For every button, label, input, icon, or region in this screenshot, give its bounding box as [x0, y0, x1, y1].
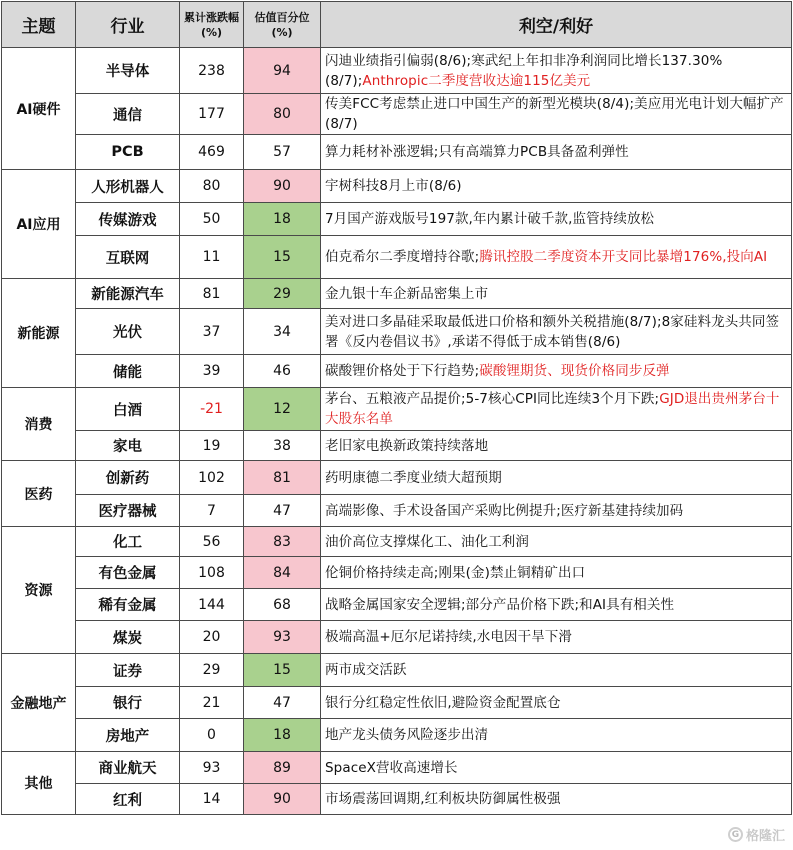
table-row — [2, 589, 792, 621]
table-row — [2, 752, 792, 784]
theme-cell: AI应用 — [2, 170, 76, 279]
news-text: 两市成交活跃 — [325, 662, 407, 678]
news-cell — [321, 48, 792, 94]
table-row — [2, 495, 792, 527]
news-text: SpaceX营收高速增长 — [325, 759, 458, 776]
table-row — [2, 621, 792, 654]
industry-cell: 医疗器械 — [76, 495, 180, 527]
news-cell — [321, 431, 792, 461]
cum-change-cell: 469 — [180, 135, 244, 170]
news-cell — [321, 621, 792, 654]
cum-change-cell: 0 — [180, 719, 244, 752]
industry-cell: 化工 — [76, 527, 180, 557]
valuation-pct-cell: 90 — [244, 784, 321, 815]
news-text: 老旧家电换新政策持续落地 — [325, 437, 489, 454]
table-row — [2, 236, 792, 279]
industry-cell: 半导体 — [76, 48, 180, 94]
table-row — [2, 461, 792, 495]
header-theme: 主题 — [2, 2, 76, 48]
table-row — [2, 654, 792, 687]
cum-change-cell: 21 — [180, 687, 244, 719]
theme-cell: 医药 — [2, 461, 76, 527]
news-text: 战略金属国家安全逻辑;部分产品价格下跌;和AI具有相关性 — [325, 596, 675, 613]
news-cell — [321, 309, 792, 355]
header-industry: 行业 — [76, 2, 180, 48]
valuation-pct-cell: 47 — [244, 687, 321, 719]
news-cell — [321, 557, 792, 589]
table-row — [2, 203, 792, 236]
industry-cell: 房地产 — [76, 719, 180, 752]
industry-cell: 红利 — [76, 784, 180, 815]
news-text: 宇树科技8月上市(8/6) — [325, 178, 462, 194]
news-cell — [321, 94, 792, 135]
valuation-pct-cell: 57 — [244, 135, 321, 170]
news-text: 闪迪业绩指引偏弱(8/6);寒武纪上年扣非净利润同比增长137.30%(8/7); — [325, 52, 723, 89]
valuation-pct-cell: 84 — [244, 557, 321, 589]
cum-change-cell: 102 — [180, 461, 244, 495]
cum-change-cell: 50 — [180, 203, 244, 236]
news-cell — [321, 589, 792, 621]
cum-change-cell: 14 — [180, 784, 244, 815]
valuation-pct-cell: 94 — [244, 48, 321, 94]
cum-change-cell: 81 — [180, 279, 244, 309]
news-text: 伦铜价格持续走高;刚果(金)禁止铜精矿出口 — [325, 564, 586, 581]
table-row — [2, 94, 792, 135]
cum-change-cell: 11 — [180, 236, 244, 279]
news-text: 油价高位支撑煤化工、油化工利润 — [325, 533, 529, 550]
cum-change-cell: 108 — [180, 557, 244, 589]
news-cell — [321, 388, 792, 431]
industry-cell: 白酒 — [76, 388, 180, 431]
industry-cell: 商业航天 — [76, 752, 180, 784]
cum-change-cell: -21 — [180, 388, 244, 431]
watermark — [728, 825, 785, 844]
table-row — [2, 557, 792, 589]
header-val-pct: 估值百分位(%) — [244, 2, 321, 48]
table-row — [2, 135, 792, 170]
news-cell — [321, 687, 792, 719]
industry-cell: 创新药 — [76, 461, 180, 495]
watermark-text: 格隆汇 — [745, 829, 785, 844]
industry-cell: 新能源汽车 — [76, 279, 180, 309]
news-cell — [321, 784, 792, 815]
news-text: 金九银十车企新品密集上市 — [325, 285, 489, 302]
industry-cell: 通信 — [76, 94, 180, 135]
cum-change-cell: 80 — [180, 170, 244, 203]
news-cell — [321, 203, 792, 236]
news-cell — [321, 752, 792, 784]
industry-cell: 证券 — [76, 654, 180, 687]
valuation-pct-cell: 46 — [244, 355, 321, 388]
header-news: 利空/利好 — [321, 2, 792, 48]
valuation-pct-cell: 18 — [244, 719, 321, 752]
theme-cell: 金融地产 — [2, 654, 76, 752]
valuation-pct-cell: 29 — [244, 279, 321, 309]
valuation-pct-cell: 15 — [244, 654, 321, 687]
cum-change-cell: 29 — [180, 654, 244, 687]
cum-change-cell: 144 — [180, 589, 244, 621]
industry-cell: 传媒游戏 — [76, 203, 180, 236]
news-cell — [321, 719, 792, 752]
table-row — [2, 279, 792, 309]
theme-cell: 新能源 — [2, 279, 76, 388]
cum-change-cell: 93 — [180, 752, 244, 784]
valuation-pct-cell: 18 — [244, 203, 321, 236]
industry-cell: 互联网 — [76, 236, 180, 279]
table-row — [2, 687, 792, 719]
valuation-pct-cell: 34 — [244, 309, 321, 355]
news-text: 碳酸锂价格处于下行趋势; — [325, 363, 480, 379]
news-highlight: 碳酸锂期货、现货价格同步反弹 — [479, 363, 670, 379]
industry-cell: 稀有金属 — [76, 589, 180, 621]
header-cum-change: 累计涨跌幅(%) — [180, 2, 244, 48]
watermark-logo-icon: G — [728, 827, 743, 842]
cum-change-cell: 56 — [180, 527, 244, 557]
valuation-pct-cell: 83 — [244, 527, 321, 557]
table-row — [2, 719, 792, 752]
valuation-pct-cell: 81 — [244, 461, 321, 495]
news-cell — [321, 170, 792, 203]
news-cell — [321, 279, 792, 309]
valuation-pct-cell: 12 — [244, 388, 321, 431]
news-cell — [321, 527, 792, 557]
table-row — [2, 309, 792, 355]
news-text: 茅台、五粮液产品提价;5-7核心CPI同比连续3个月下跌; — [325, 391, 660, 407]
valuation-pct-cell: 89 — [244, 752, 321, 784]
theme-cell: AI硬件 — [2, 48, 76, 170]
news-cell — [321, 654, 792, 687]
theme-cell: 其他 — [2, 752, 76, 815]
valuation-pct-cell: 93 — [244, 621, 321, 654]
table-row — [2, 527, 792, 557]
news-text: 市场震荡回调期,红利板块防御属性极强 — [325, 791, 561, 807]
table-row — [2, 355, 792, 388]
industry-cell: 储能 — [76, 355, 180, 388]
news-text: 高端影像、手术设备国产采购比例提升;医疗新基建持续加码 — [325, 502, 684, 519]
valuation-pct-cell: 38 — [244, 431, 321, 461]
news-text: 极端高温+厄尔尼诺持续,水电因干旱下滑 — [325, 629, 573, 645]
table-row — [2, 48, 792, 94]
news-highlight: 腾讯控股二季度资本开支同比暴增176%,投向AI — [479, 249, 768, 265]
news-cell — [321, 355, 792, 388]
sector-table — [1, 1, 792, 815]
valuation-pct-cell: 47 — [244, 495, 321, 527]
cum-change-cell: 238 — [180, 48, 244, 94]
news-text: 算力耗材补涨逻辑;只有高端算力PCB具备盈利弹性 — [325, 144, 629, 160]
news-cell — [321, 236, 792, 279]
news-text: 美对进口多晶硅采取最低进口价格和额外关税措施(8/7);8家硅料龙头共同签署《反内卷倡议书》,承诺不得低于成本销售(8/6) — [325, 313, 780, 350]
cum-change-cell: 7 — [180, 495, 244, 527]
news-text: 药明康德二季度业绩大超预期 — [325, 469, 502, 486]
industry-cell: 银行 — [76, 687, 180, 719]
news-text: 传美FCC考虑禁止进口中国生产的新型光模块(8/4);美应用光电计划大幅扩产(8/7) — [325, 96, 784, 132]
news-cell — [321, 135, 792, 170]
valuation-pct-cell: 80 — [244, 94, 321, 135]
news-cell — [321, 461, 792, 495]
cum-change-cell: 19 — [180, 431, 244, 461]
news-text: 7月国产游戏版号197款,年内累计破千款,监管持续放松 — [325, 211, 655, 227]
table-row — [2, 784, 792, 815]
valuation-pct-cell: 90 — [244, 170, 321, 203]
news-text: 地产龙头债务风险逐步出清 — [325, 727, 489, 743]
cum-change-cell: 39 — [180, 355, 244, 388]
valuation-pct-cell: 68 — [244, 589, 321, 621]
news-text: 银行分红稳定性依旧,避险资金配置底仓 — [325, 694, 561, 711]
table-row — [2, 431, 792, 461]
theme-cell: 消费 — [2, 388, 76, 461]
news-text: 伯克希尔二季度增持谷歌; — [325, 249, 480, 265]
industry-cell: 家电 — [76, 431, 180, 461]
news-highlight: Anthropic二季度营收达逾115亿美元 — [362, 72, 591, 89]
industry-cell: 有色金属 — [76, 557, 180, 589]
industry-cell: PCB — [76, 135, 180, 170]
table-row — [2, 388, 792, 431]
news-cell — [321, 495, 792, 527]
cum-change-cell: 177 — [180, 94, 244, 135]
table-body — [2, 48, 792, 815]
header-row — [2, 2, 792, 48]
industry-cell: 光伏 — [76, 309, 180, 355]
news-highlight: GJD退出贵州茅台十大股东名单 — [325, 391, 780, 427]
industry-cell: 煤炭 — [76, 621, 180, 654]
cum-change-cell: 37 — [180, 309, 244, 355]
table-row — [2, 170, 792, 203]
cum-change-cell: 20 — [180, 621, 244, 654]
valuation-pct-cell: 15 — [244, 236, 321, 279]
theme-cell: 资源 — [2, 527, 76, 654]
industry-cell: 人形机器人 — [76, 170, 180, 203]
